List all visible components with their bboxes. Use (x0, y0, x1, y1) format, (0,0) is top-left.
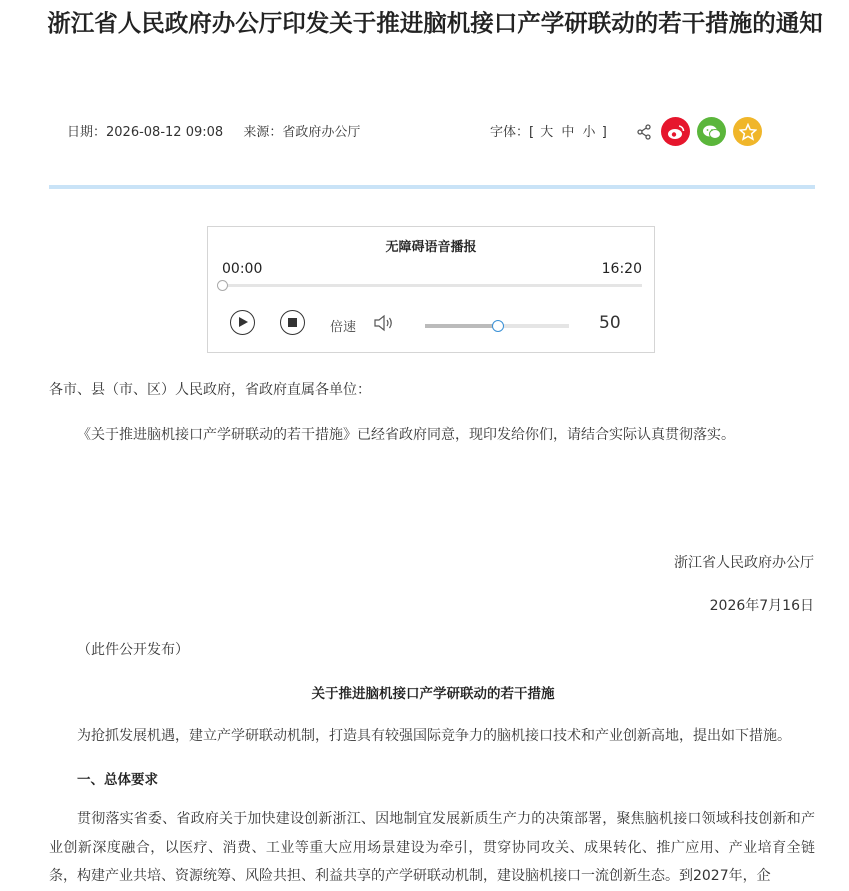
speed-button[interactable]: 倍速 (330, 320, 357, 335)
font-size-medium[interactable]: 中 (561, 125, 575, 140)
volume-icon[interactable] (373, 314, 395, 332)
font-size-large[interactable]: 大 (540, 125, 554, 140)
source-label: 来源： (243, 125, 283, 140)
article-meta (67, 121, 376, 140)
bracket-open: [ (529, 125, 535, 140)
publish-date: 2026-08-12 09:08 (106, 125, 224, 140)
font-size-small[interactable]: 小 (582, 125, 596, 140)
header-divider (49, 185, 815, 189)
intro-text: 为抢抓发展机遇，建立产学研联动机制，打造具有较强国际竞争力的脑机接口技术和产业创新高地，提出如下措施。 (77, 728, 791, 744)
player-title: 无障碍语音播报 (385, 240, 477, 255)
notice-text: 《关于推进脑机接口产学研联动的若干措施》已经省政府同意，现印发给你们，请结合实际认真贯彻落实。 (77, 427, 735, 443)
volume-fill (425, 324, 497, 328)
share-icon[interactable] (636, 124, 652, 140)
stop-button[interactable] (280, 310, 305, 335)
publish-note: （此件公开发布） (77, 642, 189, 658)
audio-player (207, 226, 655, 353)
volume-value: 50 (599, 313, 621, 333)
doc-title: 关于推进脑机接口产学研联动的若干措施 (311, 686, 555, 702)
source-value: 省政府办公厅 (282, 125, 361, 140)
article-title: 浙江省人民政府办公厅印发关于推进脑机接口产学研联动的若干措施的通知 (47, 9, 823, 37)
progress-bar[interactable] (222, 284, 642, 287)
body-paragraph: 贯彻落实省委、省政府关于加快建设创新浙江、因地制宜发展新质生产力的决策部署，聚焦脑机接口领域科技创新和产业创新深度融合，以医疗、消费、工业等重大应用场景建设为牵引，贯穿协同攻关、成果转化、推广应用、产业培育全链条，构建产业共培、资源统筹、风险共担、利益共享的产学研联动机制，建设脑机接口一流创新生态。到2027年，企 (49, 811, 815, 884)
wechat-icon[interactable] (697, 117, 726, 146)
issue-date: 2026年7月16日 (709, 598, 814, 614)
weibo-icon[interactable] (661, 117, 690, 146)
total-time: 16:20 (601, 261, 642, 277)
volume-knob[interactable] (492, 320, 504, 332)
date-label: 日期： (67, 125, 107, 140)
bracket-close: ] (601, 125, 607, 140)
salutation: 各市、县（市、区）人民政府，省政府直属各单位： (49, 382, 371, 398)
play-button[interactable] (230, 310, 255, 335)
font-size-label: 字体： (490, 125, 530, 140)
progress-knob[interactable] (217, 280, 228, 291)
font-size-control (490, 121, 607, 140)
section-heading: 一、总体要求 (77, 772, 158, 788)
volume-slider[interactable] (425, 324, 569, 328)
star-icon[interactable] (733, 117, 762, 146)
issuer: 浙江省人民政府办公厅 (674, 555, 814, 571)
current-time: 00:00 (222, 261, 263, 277)
